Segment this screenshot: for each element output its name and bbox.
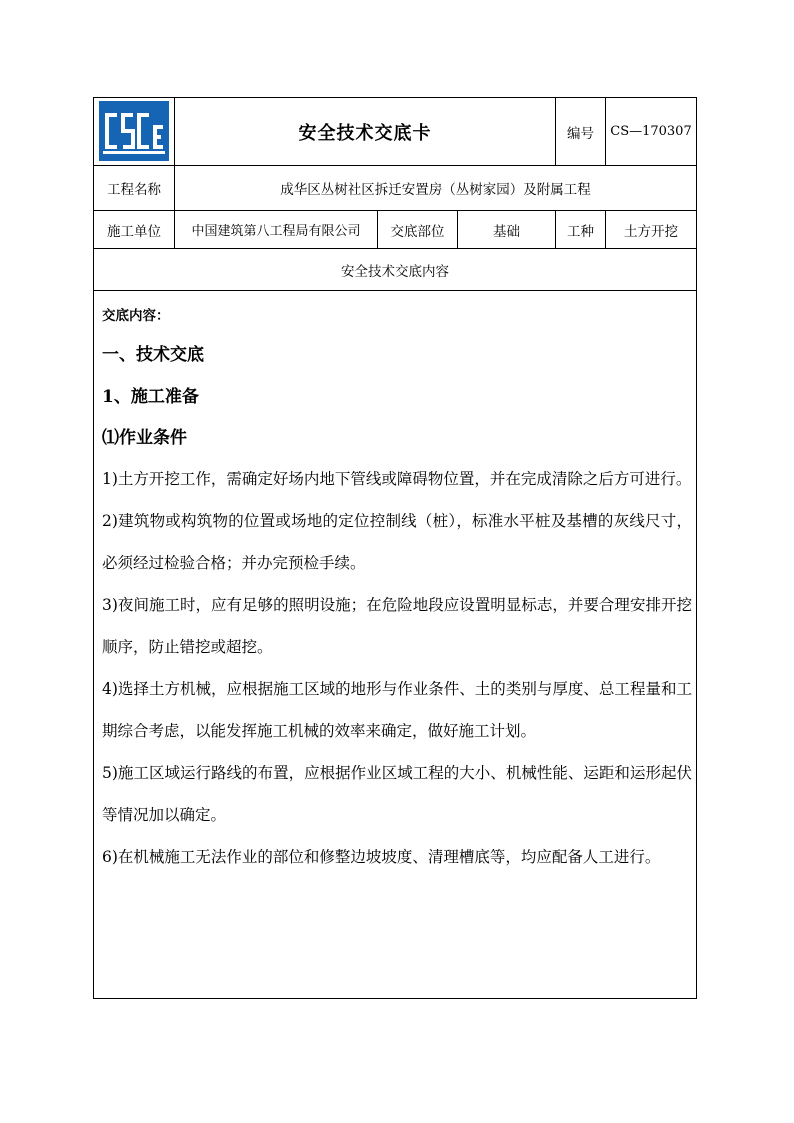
project-name-label: 工程名称 bbox=[107, 182, 161, 198]
briefing-content bbox=[102, 298, 692, 878]
cscec-logo-icon bbox=[103, 105, 165, 157]
part-label: 交底部位 bbox=[390, 223, 445, 240]
paragraph-item: 2)建筑物或构筑物的位置或场地的定位控制线（桩），标准水平桩及基槽的灰线尺寸，必须经过检验合格；并办完预检手续。 bbox=[102, 512, 692, 572]
content-intro: 交底内容： bbox=[102, 308, 170, 324]
section-header: 安全技术交底内容 bbox=[341, 263, 449, 280]
number-value: CS—170307 bbox=[610, 124, 692, 139]
paragraph-item: 5)施工区域运行路线的布置，应根据作业区域工程的大小、机械性能、运距和运形起伏等情况加以确定。 bbox=[102, 764, 692, 824]
paragraph-item: 3)夜间施工时，应有足够的照明设施；在危险地段应设置明显标志，并要合理安排开挖顺序，防止错挖或超挖。 bbox=[102, 596, 692, 656]
cscec-logo bbox=[99, 101, 169, 161]
project-name-value: 成华区丛树社区拆迁安置房（丛树家园）及附属工程 bbox=[280, 182, 591, 198]
trade-value: 土方开挖 bbox=[624, 223, 678, 240]
heading-work-conditions: ⑴作业条件 bbox=[102, 428, 187, 448]
part-value: 基础 bbox=[493, 223, 520, 240]
unit-value: 中国建筑第八工程局有限公司 bbox=[191, 224, 361, 239]
paragraph-item: 1)土方开挖工作，需确定好场内地下管线或障碍物位置，并在完成清除之后方可进行。 bbox=[102, 470, 692, 488]
paragraph-item: 4)选择土方机械，应根据施工区域的地形与作业条件、土的类别与厚度、总工程量和工期综合考虑，以能发挥施工机械的效率来确定，做好施工计划。 bbox=[102, 680, 692, 740]
number-label: 编号 bbox=[567, 125, 594, 142]
unit-label: 施工单位 bbox=[107, 223, 161, 240]
heading-construction-prep: 1、施工准备 bbox=[102, 387, 199, 407]
trade-label: 工种 bbox=[567, 223, 594, 240]
row-divider bbox=[94, 290, 696, 291]
card-title: 安全技术交底卡 bbox=[298, 122, 432, 144]
paragraph-item: 6)在机械施工无法作业的部位和修整边坡坡度、清理槽底等，均应配备人工进行。 bbox=[102, 848, 661, 866]
safety-briefing-card bbox=[93, 97, 697, 999]
heading-technical-briefing: 一、技术交底 bbox=[102, 345, 204, 365]
